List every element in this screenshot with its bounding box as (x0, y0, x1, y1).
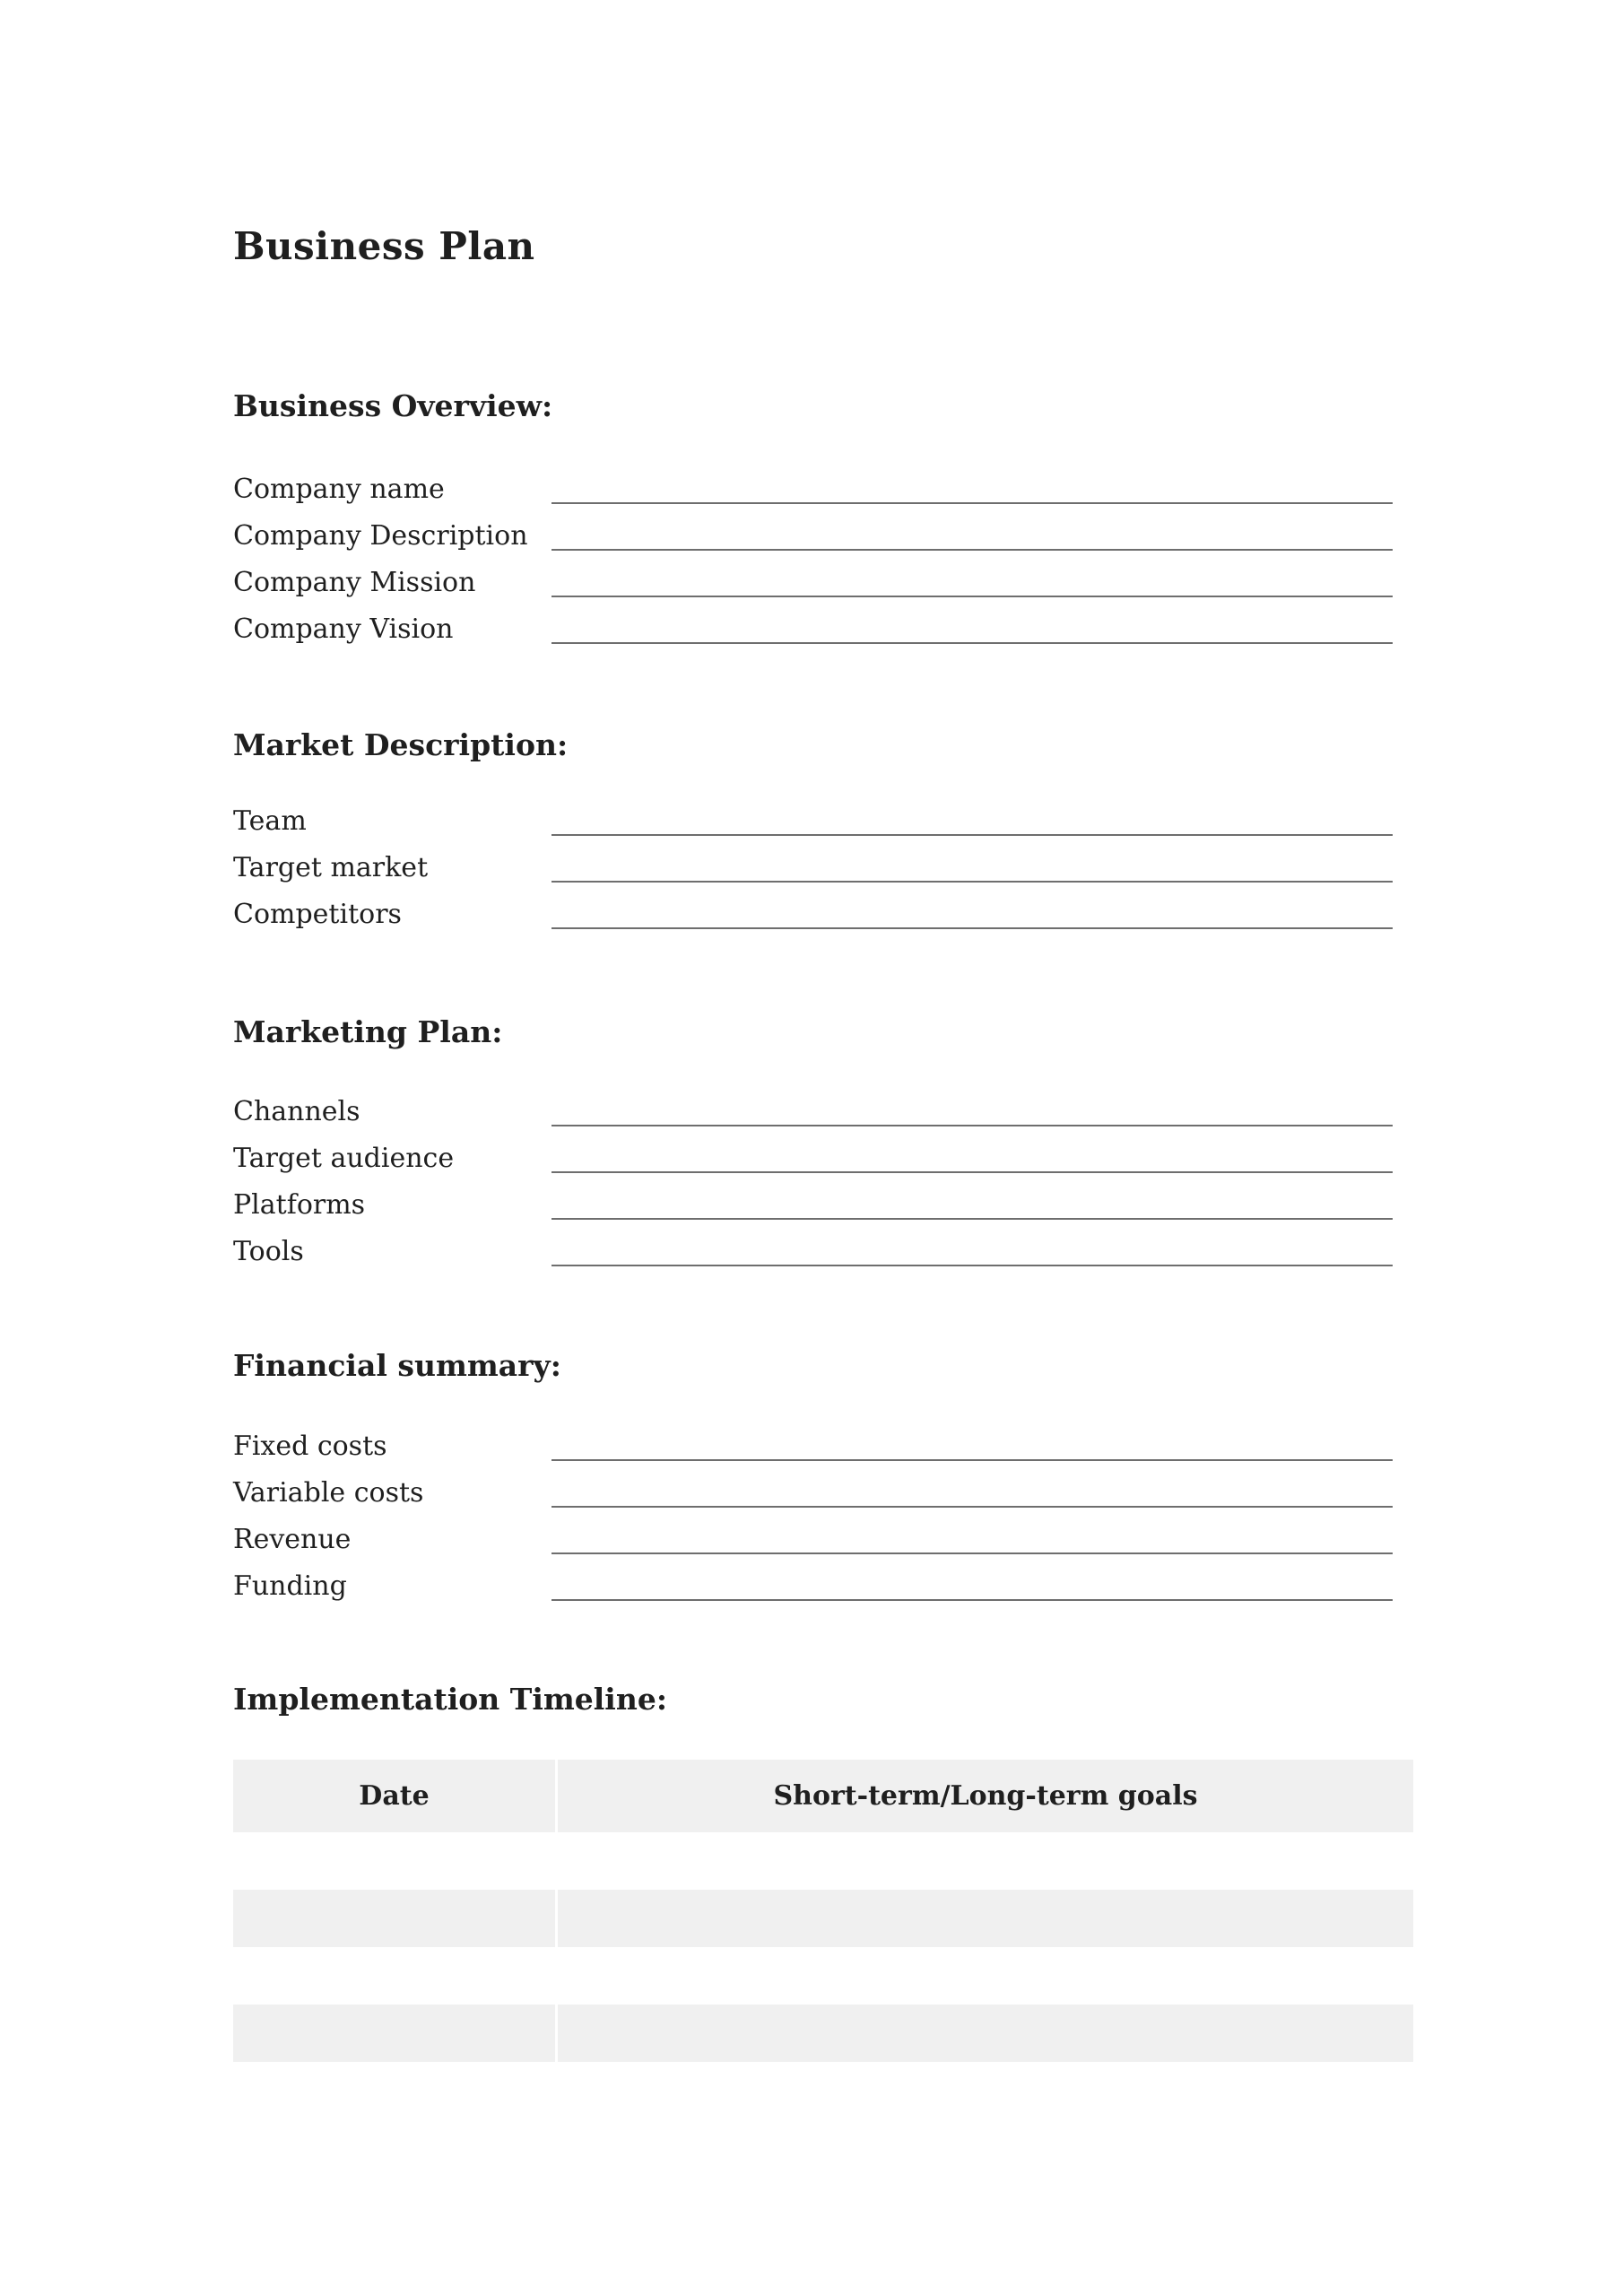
field-row (233, 1236, 1413, 1283)
section-fields-market-description (233, 805, 1413, 945)
table-cell-date[interactable] (233, 2005, 555, 2062)
table-cell-goals[interactable] (558, 2005, 1413, 2062)
field-blank-line[interactable] (551, 1265, 1393, 1266)
field-blank-line[interactable] (551, 1552, 1393, 1554)
table-header-goals: Short-term/Long-term goals (558, 1760, 1413, 1832)
table-row (233, 1832, 1413, 1890)
implementation-timeline-table (233, 1760, 1413, 2062)
field-row (233, 1477, 1413, 1524)
field-row (233, 474, 1413, 520)
field-blank-line[interactable] (551, 1125, 1393, 1126)
field-blank-line[interactable] (551, 1171, 1393, 1173)
field-row (233, 520, 1413, 567)
table-cell-goals[interactable] (558, 1947, 1413, 2005)
field-blank-line[interactable] (551, 1506, 1393, 1508)
field-blank-line[interactable] (551, 596, 1393, 597)
section-heading-marketing-plan: Marketing Plan: (233, 1014, 503, 1049)
field-row (233, 1189, 1413, 1236)
section-heading-implementation-timeline: Implementation Timeline: (233, 1682, 668, 1717)
table-cell-goals[interactable] (558, 1890, 1413, 1947)
table-cell-goals[interactable] (558, 1832, 1413, 1890)
field-blank-line[interactable] (551, 502, 1393, 504)
table-cell-date[interactable] (233, 1947, 555, 2005)
field-label: Competitors (233, 899, 402, 930)
section-fields-marketing-plan (233, 1096, 1413, 1283)
table-cell-date[interactable] (233, 1890, 555, 1947)
field-label: Company Mission (233, 567, 476, 598)
section-heading-financial-summary: Financial summary: (233, 1348, 561, 1383)
field-blank-line[interactable] (551, 1599, 1393, 1601)
field-label: Revenue (233, 1524, 352, 1555)
section-heading-market-description: Market Description: (233, 727, 569, 762)
table-header-row (233, 1760, 1413, 1832)
table-cell-date[interactable] (233, 1832, 555, 1890)
field-label: Target audience (233, 1143, 455, 1174)
field-blank-line[interactable] (551, 642, 1393, 644)
field-blank-line[interactable] (551, 549, 1393, 551)
field-label: Target market (233, 852, 429, 883)
field-blank-line[interactable] (551, 1218, 1393, 1220)
field-label: Tools (233, 1236, 304, 1267)
field-row (233, 899, 1413, 945)
section-fields-financial-summary (233, 1431, 1413, 1617)
field-label: Company Vision (233, 613, 454, 645)
field-row (233, 1143, 1413, 1189)
field-blank-line[interactable] (551, 834, 1393, 836)
field-label: Platforms (233, 1189, 366, 1221)
field-blank-line[interactable] (551, 1459, 1393, 1461)
field-row (233, 852, 1413, 899)
page-title: Business Plan (233, 224, 535, 268)
field-row (233, 805, 1413, 852)
field-label: Team (233, 805, 307, 837)
table-row (233, 1947, 1413, 2005)
field-label: Fixed costs (233, 1431, 387, 1462)
field-row (233, 567, 1413, 613)
section-heading-business-overview: Business Overview: (233, 388, 553, 423)
field-blank-line[interactable] (551, 881, 1393, 883)
field-row (233, 1431, 1413, 1477)
field-row (233, 1524, 1413, 1570)
field-label: Company name (233, 474, 445, 505)
table-row (233, 2005, 1413, 2062)
field-label: Funding (233, 1570, 347, 1602)
table-row (233, 1890, 1413, 1947)
field-label: Company Description (233, 520, 528, 552)
table-header-date: Date (233, 1760, 555, 1832)
table-body (233, 1832, 1413, 2062)
field-row (233, 1570, 1413, 1617)
section-fields-business-overview (233, 474, 1413, 660)
field-label: Channels (233, 1096, 360, 1127)
field-row (233, 1096, 1413, 1143)
field-row (233, 613, 1413, 660)
field-blank-line[interactable] (551, 927, 1393, 929)
field-label: Variable costs (233, 1477, 424, 1509)
